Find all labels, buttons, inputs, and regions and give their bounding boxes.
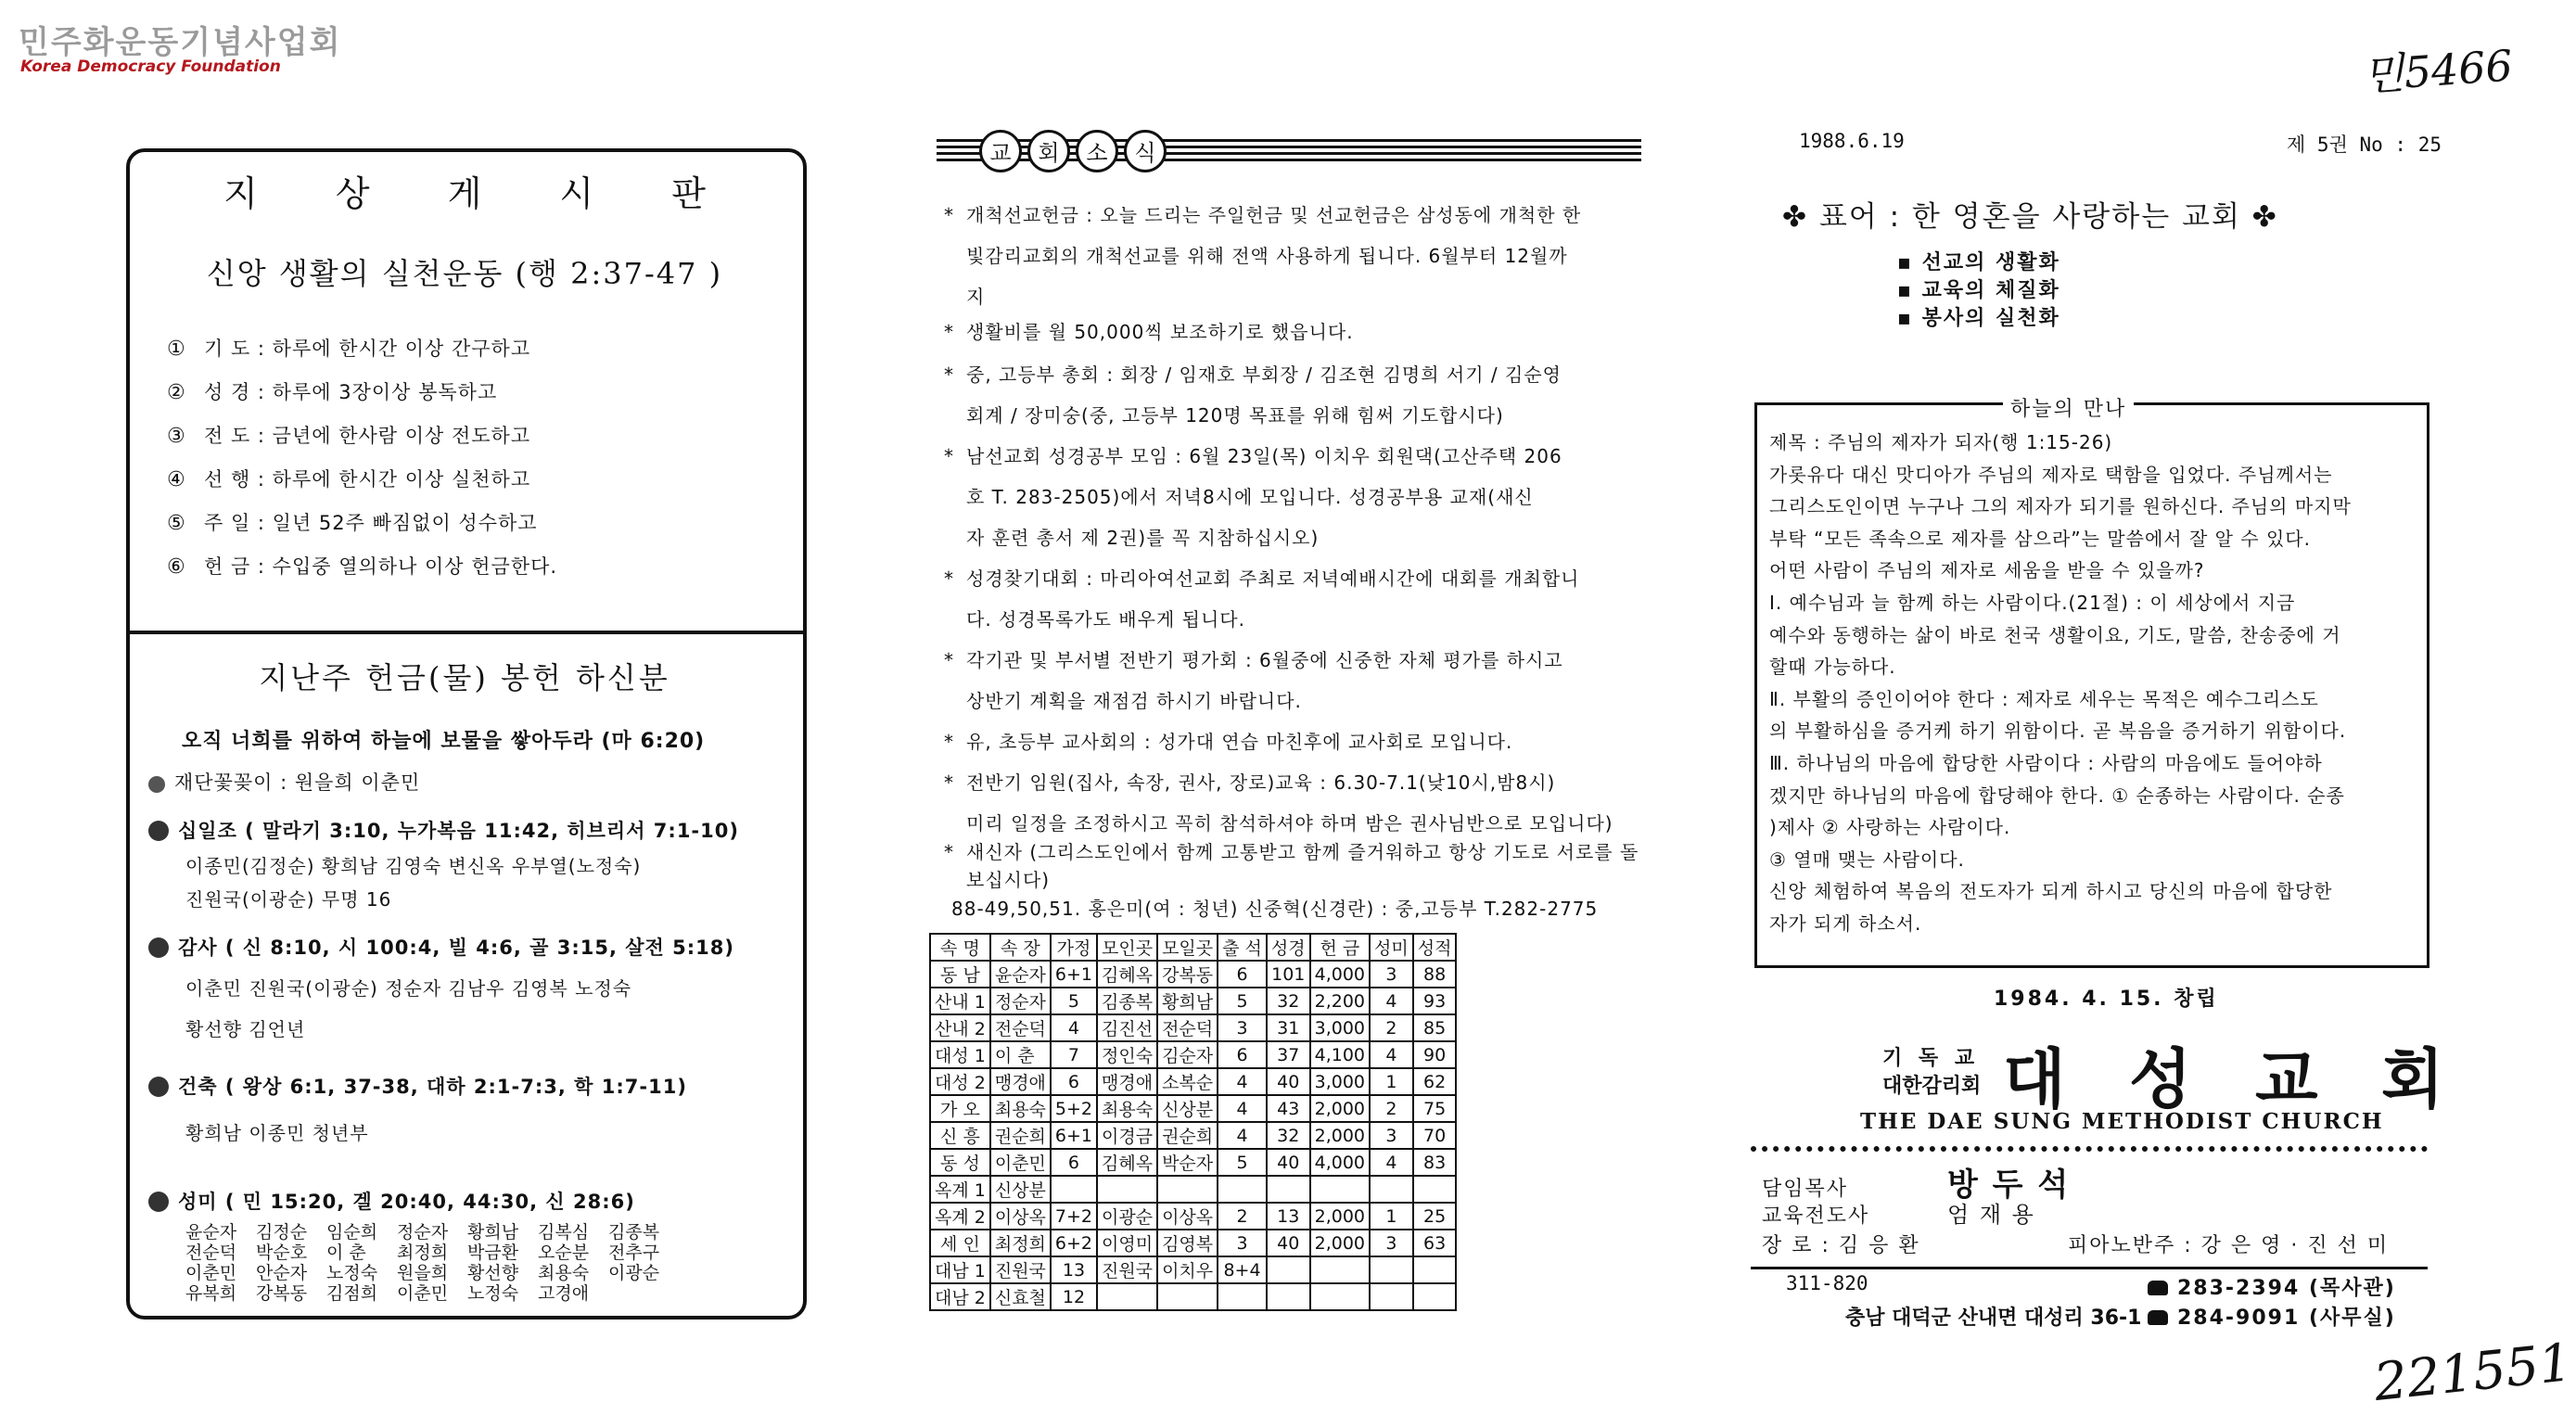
banner-letter: 소 (1076, 130, 1118, 172)
table-cell: 7+2 (1051, 1203, 1097, 1230)
staff-divider (1751, 1267, 2428, 1269)
table-cell: 산내 2 (930, 1014, 990, 1041)
sermon-line: 신앙 체험하여 복음의 전도자가 되게 하시고 당신의 마음에 합당한 (1769, 880, 2333, 903)
table-cell: 2,000 (1310, 1203, 1370, 1230)
table-cell: 6+1 (1051, 1122, 1097, 1149)
table-cell: 3 (1218, 1230, 1267, 1256)
table-cell: 4,000 (1310, 1149, 1370, 1176)
sermon-line: 자가 되게 하소서. (1769, 912, 1922, 935)
table-row (930, 1283, 1456, 1310)
handwritten-archive-number: 221551 (2371, 1332, 2575, 1413)
new-members-line: 88-49,50,51. 홍은미(여 : 청년) 신중혁(신경란) : 중,고등부 T.282-2775 (951, 898, 1599, 920)
table-cell: 3,000 (1310, 1068, 1370, 1095)
table-cell: 3,000 (1310, 1014, 1370, 1041)
sermon-line: 부탁 “모든 족속으로 제자를 삼으라”는 말씀에서 잘 알 수 있다. (1769, 527, 2311, 550)
table-cell (1097, 1283, 1157, 1310)
table-cell: 권순희 (990, 1122, 1051, 1149)
table-cell: 대남 2 (930, 1283, 990, 1310)
bullet-icon (148, 1077, 169, 1097)
table-cell: 2,200 (1310, 988, 1370, 1014)
bullet-icon (148, 821, 169, 841)
table-cell: 옥계 2 (930, 1203, 990, 1230)
table-cell: 2,000 (1310, 1230, 1370, 1256)
bullet-icon (148, 776, 165, 793)
phone-icon (2148, 1310, 2168, 1325)
table-cell: 6+1 (1051, 961, 1097, 988)
table-cell (1097, 1176, 1157, 1203)
phone-office: 284-9091 (사무실) (2148, 1302, 2396, 1331)
banner-letter: 식 (1124, 130, 1167, 172)
table-cell: 김혜옥 (1097, 1149, 1157, 1176)
staff-row: 담임목사 방 두 석 (1762, 1166, 2071, 1204)
tithe-heading: 십일조 ( 말라기 3:10, 누가복음 11:42, 히브리서 7:1-10) (148, 816, 739, 844)
table-cell: 이광순 (1097, 1203, 1157, 1230)
table-cell: 63 (1413, 1230, 1457, 1256)
table-cell: 황희남 (1157, 988, 1218, 1014)
table-cell (1218, 1283, 1267, 1310)
table-row (930, 1256, 1456, 1283)
table-cell: 90 (1413, 1041, 1457, 1068)
table-row (930, 1176, 1456, 1203)
table-cell: 101 (1267, 961, 1310, 988)
table-row (930, 1014, 1456, 1041)
table-cell: 4,000 (1310, 961, 1370, 988)
postal-code: 311-820 (1786, 1272, 1868, 1294)
table-row (930, 1122, 1456, 1149)
table-cell: 강복동 (1157, 961, 1218, 988)
table-cell: 대성 2 (930, 1068, 990, 1095)
table-cell: 2,000 (1310, 1095, 1370, 1122)
table-cell: 김혜옥 (1097, 961, 1157, 988)
column-header: 가정 (1051, 934, 1097, 961)
rice-gift-names: 윤순자 김정순 임순희 정순자 황희남 김복심 김종복 전순덕 박순호 이 춘 최정희 박금환 오순분 전추구 이춘민 안순자 노정숙 원을희 황선향 최용숙 이광순 유복희 강복동 김점희 이춘민 노정숙 고경애 (185, 1222, 660, 1304)
table-cell: 동 성 (930, 1149, 990, 1176)
column-header: 속 장 (990, 934, 1051, 961)
sermon-line: 겠지만 하나님의 마음에 합당해야 한다. ① 순종하는 사람이다. 순종 (1769, 784, 2345, 807)
bullet-icon (148, 937, 169, 958)
column-header: 성미 (1370, 934, 1413, 961)
motto-item: ▪ 교육의 체질화 (1897, 279, 2060, 302)
table-cell: 1 (1370, 1203, 1413, 1230)
table-cell: 43 (1267, 1095, 1310, 1122)
sermon-line: 그리스도인이면 누구나 그의 제자가 되기를 원하신다. 주님의 마지막 (1769, 495, 2352, 518)
rice-gift-heading: 성미 ( 민 15:20, 겔 20:40, 44:30, 신 28:6) (148, 1187, 635, 1215)
bullet-icon (148, 1192, 169, 1212)
table-cell: 4 (1218, 1095, 1267, 1122)
table-cell: 김종복 (1097, 988, 1157, 1014)
table-row (930, 988, 1456, 1014)
sermon-line: 어떤 사람이 주님의 제자로 세움을 받을 수 있을까? (1769, 559, 2205, 582)
tithe-names: 이종민(김정순) 황희남 김영숙 변신옥 우부열(노정숙) (185, 855, 642, 877)
table-cell (1157, 1283, 1218, 1310)
church-name-en: THE DAE SUNG METHODIST CHURCH (1860, 1109, 2384, 1134)
table-cell: 75 (1413, 1095, 1457, 1122)
banner-letter: 회 (1027, 130, 1070, 172)
table-cell: 신 흥 (930, 1122, 990, 1149)
table-cell: 가 오 (930, 1095, 990, 1122)
news-item: * 성경찾기대회 : 마리아여선교회 주최로 저녁예배시간에 대회를 개최합니 다. 성경목록가도 배우게 됩니다. (944, 567, 1580, 631)
table-cell: 6 (1218, 961, 1267, 988)
table-cell: 전순덕 (1157, 1014, 1218, 1041)
table-cell: 85 (1413, 1014, 1457, 1041)
sermon-line: 할때 가능하다. (1769, 656, 1896, 679)
table-cell: 진원국 (990, 1256, 1051, 1283)
church-name: 대 성 교 회 (2003, 1040, 2465, 1117)
sermon-line: )제사 ② 사랑하는 사람이다. (1769, 816, 2011, 839)
bulletin-title: 지 상 게 시 판 (223, 173, 739, 214)
table-cell: 1 (1370, 1068, 1413, 1095)
table-cell (1051, 1176, 1097, 1203)
church-news-banner (937, 130, 1641, 171)
sermon-line: Ⅰ. 예수님과 늘 함께 하는 사람이다.(21절) : 이 세상에서 지금 (1769, 592, 2296, 614)
table-header-row (930, 934, 1456, 961)
rule-item: ② 성 경 : 하루에 3장이상 봉독하고 (167, 381, 498, 404)
table-cell: 5 (1218, 1149, 1267, 1176)
table-cell: 6 (1218, 1041, 1267, 1068)
rule-item: ① 기 도 : 하루에 한시간 이상 간구하고 (167, 338, 531, 361)
rule-item: ④ 선 행 : 하루에 한시간 이상 실천하고 (167, 468, 531, 491)
table-cell: 2,000 (1310, 1122, 1370, 1149)
table-cell: 4 (1218, 1068, 1267, 1095)
table-cell: 맹경애 (990, 1068, 1051, 1095)
denomination-line: 기 독 교 (1882, 1047, 1980, 1070)
table-cell: 권순희 (1157, 1122, 1218, 1149)
sermon-heading: 하늘의 만나 (2003, 393, 2134, 422)
table-cell: 88 (1413, 961, 1457, 988)
banner-letter: 교 (979, 130, 1022, 172)
sermon-line: 예수와 동행하는 삶이 바로 천국 생활이요, 기도, 말씀, 찬송중에 거 (1769, 623, 2341, 646)
news-item: * 새신자 (그리스도인에서 함께 고통받고 함께 즐거워하고 항상 기도로 서로를 돌 보십시다) (944, 841, 1639, 891)
foundation-logo-en: Korea Democracy Foundation (20, 57, 281, 76)
table-cell: 12 (1051, 1283, 1097, 1310)
table-cell: 62 (1413, 1068, 1457, 1095)
table-cell: 최용숙 (990, 1095, 1051, 1122)
thanks-heading: 감사 ( 신 8:10, 시 100:4, 빌 4:6, 골 3:15, 살전 5:18) (148, 933, 734, 961)
table-row (930, 1068, 1456, 1095)
table-cell: 이상옥 (990, 1203, 1051, 1230)
column-header: 모일곳 (1157, 934, 1218, 961)
table-cell: 7 (1051, 1041, 1097, 1068)
table-cell: 신상분 (990, 1176, 1051, 1203)
table-cell (1157, 1176, 1218, 1203)
table-cell: 김영복 (1157, 1230, 1218, 1256)
table-cell: 25 (1413, 1203, 1457, 1230)
table-cell: 6 (1051, 1149, 1097, 1176)
flower-offering: 재단꽃꽂이 : 원을희 이춘민 (148, 768, 420, 796)
table-cell: 2 (1370, 1014, 1413, 1041)
table-cell: 4 (1218, 1122, 1267, 1149)
table-cell: 전순덕 (990, 1014, 1051, 1041)
table-cell: 정순자 (990, 988, 1051, 1014)
table-cell: 32 (1267, 988, 1310, 1014)
motto-item: ▪ 선교의 생활화 (1897, 251, 2060, 274)
phone-icon (2148, 1281, 2168, 1295)
table-cell: 4 (1370, 988, 1413, 1014)
table-cell: 2 (1370, 1095, 1413, 1122)
offering-verse: 오직 너희를 위하여 하늘에 보물을 쌓아두라 (마 6:20) (182, 730, 706, 753)
column-header: 성적 (1413, 934, 1457, 961)
table-cell: 소복순 (1157, 1068, 1218, 1095)
table-cell (1370, 1283, 1413, 1310)
table-cell: 동 남 (930, 961, 990, 988)
table-cell: 옥계 1 (930, 1176, 990, 1203)
table-cell: 신효철 (990, 1283, 1051, 1310)
rule-item: ⑤ 주 일 : 일년 52주 빠짐없이 성수하고 (167, 512, 538, 535)
table-cell (1370, 1256, 1413, 1283)
table-cell: 3 (1370, 1122, 1413, 1149)
table-cell (1218, 1176, 1267, 1203)
rule-item: ⑥ 헌 금 : 수입중 열의하나 이상 헌금한다. (167, 555, 558, 579)
table-cell: 8+4 (1218, 1256, 1267, 1283)
rule-item: ③ 전 도 : 금년에 한사람 이상 전도하고 (167, 425, 531, 448)
table-cell: 대남 1 (930, 1256, 990, 1283)
table-cell (1267, 1283, 1310, 1310)
table-cell: 4,100 (1310, 1041, 1370, 1068)
table-cell: 윤순자 (990, 961, 1051, 988)
sermon-line: 제목 : 주님의 제자가 되자(행 1:15-26) (1769, 431, 2113, 453)
table-cell: 37 (1267, 1041, 1310, 1068)
table-cell: 13 (1051, 1256, 1097, 1283)
table-cell: 이 춘 (990, 1041, 1051, 1068)
table-cell: 4 (1370, 1041, 1413, 1068)
table-cell: 신상분 (1157, 1095, 1218, 1122)
offering-title: 지난주 헌금(물) 봉헌 하신분 (259, 660, 670, 695)
building-heading: 건축 ( 왕상 6:1, 37-38, 대하 2:1-7:3, 학 1:7-11) (148, 1072, 687, 1100)
bulletin-subtitle: 신앙 생활의 실천운동 (행 2:37-47 ) (206, 256, 723, 291)
table-cell: 정인숙 (1097, 1041, 1157, 1068)
thanks-names: 이춘민 진원국(이광순) 정순자 김남우 김영복 노정숙 (185, 977, 632, 1000)
sermon-line: 가롯유다 대신 맛디아가 주님의 제자로 택함을 입었다. 주님께서는 (1769, 463, 2333, 486)
staff-row: 장 로 : 김 응 환 피아노반주 : 강 은 영 · 진 선 미 (1762, 1234, 2390, 1257)
news-item: * 중, 고등부 총회 : 회장 / 임재호 부회장 / 김조현 김명희 서기 / 김순영 회계 / 장미숭(중, 고등부 120명 목표를 위해 힘써 기도합시다) (944, 363, 1562, 427)
table-cell: 4 (1051, 1014, 1097, 1041)
sermon-line: Ⅲ. 하나님의 마음에 합당한 사람이다 : 사람의 마음에도 들어야하 (1769, 752, 2323, 774)
denomination-line: 대한감리회 (1882, 1075, 1982, 1098)
table-cell: 40 (1267, 1149, 1310, 1176)
news-item: * 전반기 임원(집사, 속장, 권사, 장로)교육 : 6.30-7.1(낮10시,밤8시) 미리 일정을 조정하시고 꼭히 참석하셔야 하며 밤은 권사님반으로 모입니다) (944, 771, 1613, 835)
staff-row: 교육전도사 엄 재 용 (1762, 1202, 2035, 1228)
table-cell: 맹경애 (1097, 1068, 1157, 1095)
table-cell: 2 (1218, 1203, 1267, 1230)
sermon-line: Ⅱ. 부활의 증인이어야 한다 : 제자로 세우는 목적은 예수그리스도 (1769, 687, 2319, 710)
column-header: 성경 (1267, 934, 1310, 961)
motto-item: ▪ 봉사의 실천화 (1897, 307, 2060, 330)
table-cell (1310, 1176, 1370, 1203)
column-header: 속 명 (930, 934, 990, 961)
table-cell: 이상옥 (1157, 1203, 1218, 1230)
table-cell: 3 (1370, 1230, 1413, 1256)
table-cell: 83 (1413, 1149, 1457, 1176)
table-cell: 이경금 (1097, 1122, 1157, 1149)
church-address: 충남 대덕군 산내면 대성리 36-1 (1845, 1307, 2142, 1330)
table-cell: 40 (1267, 1230, 1310, 1256)
table-cell: 이치우 (1157, 1256, 1218, 1283)
news-item: * 개척선교헌금 : 오늘 드리는 주일헌금 및 선교헌금은 삼성동에 개척한 한 빛감리교회의 개척선교를 위해 전액 사용하게 됩니다. 6월부터 12월까 지 (944, 204, 1582, 308)
table-cell: 5 (1218, 988, 1267, 1014)
table-cell (1310, 1283, 1370, 1310)
news-item: * 생활비를 월 50,000씩 보조하기로 했읍니다. (944, 321, 1354, 343)
table-cell: 6 (1051, 1068, 1097, 1095)
table-cell (1267, 1176, 1310, 1203)
table-cell: 진원국 (1097, 1256, 1157, 1283)
table-cell: 3 (1370, 961, 1413, 988)
table-cell: 김순자 (1157, 1041, 1218, 1068)
table-cell: 최정희 (990, 1230, 1051, 1256)
news-item: * 각기관 및 부서별 전반기 평가회 : 6월중에 신중한 자체 평가를 하시고 상반기 계획을 재점검 하시기 바랍니다. (944, 649, 1563, 712)
church-motto: ✤ 표어 : 한 영혼을 사랑하는 교회 ✤ (1782, 200, 2278, 234)
table-cell: 대성 1 (930, 1041, 990, 1068)
news-item: * 남선교회 성경공부 모임 : 6월 23일(목) 이치우 회원댁(고산주택 206 호 T. 283-2505)에서 저녁8시에 모입니다. 성경공부용 교재(새신 자 훈련 총서 제 2권)를 꼭 지참하십시오) (944, 445, 1562, 549)
table-cell (1413, 1176, 1457, 1203)
table-row (930, 1149, 1456, 1176)
column-header: 출 석 (1218, 934, 1267, 961)
table-cell (1413, 1256, 1457, 1283)
table-cell: 31 (1267, 1014, 1310, 1041)
tithe-names: 진원국(이광순) 무명 16 (185, 888, 392, 911)
sermon-line: 의 부활하심을 증거케 하기 위함이다. 곧 복음을 증거하기 위함이다. (1769, 720, 2347, 743)
table-cell: 40 (1267, 1068, 1310, 1095)
table-row (930, 1095, 1456, 1122)
table-cell: 박순자 (1157, 1149, 1218, 1176)
table-cell: 4 (1370, 1149, 1413, 1176)
attendance-table (929, 933, 1457, 1311)
table-cell: 5 (1051, 988, 1097, 1014)
table-cell: 3 (1218, 1014, 1267, 1041)
table-cell: 93 (1413, 988, 1457, 1014)
phone-manse: 283-2394 (목사관) (2148, 1272, 2396, 1301)
founding-date: 1984. 4. 15. 창립 (1994, 988, 2219, 1011)
table-cell (1310, 1256, 1370, 1283)
table-cell: 70 (1413, 1122, 1457, 1149)
bulletin-divider (126, 631, 803, 634)
table-row (930, 961, 1456, 988)
table-cell: 산내 1 (930, 988, 990, 1014)
table-cell: 김진선 (1097, 1014, 1157, 1041)
column-header: 헌 금 (1310, 934, 1370, 961)
news-item: * 유, 초등부 교사회의 : 성가대 연습 마친후에 교사회로 모입니다. (944, 731, 1513, 753)
dotted-divider (1751, 1146, 2428, 1152)
table-cell: 최용숙 (1097, 1095, 1157, 1122)
issue-date: 1988.6.19 (1799, 130, 1905, 152)
table-row (930, 1230, 1456, 1256)
table-cell: 13 (1267, 1203, 1310, 1230)
sermon-line: ③ 열매 맺는 사람이다. (1769, 848, 1965, 871)
handwritten-archive-code: 민5466 (2361, 40, 2515, 101)
thanks-names: 황선향 김언년 (185, 1018, 306, 1040)
table-cell: 6+2 (1051, 1230, 1097, 1256)
column-header: 모인곳 (1097, 934, 1157, 961)
table-cell: 32 (1267, 1122, 1310, 1149)
table-cell: 이영미 (1097, 1230, 1157, 1256)
table-cell: 이춘민 (990, 1149, 1051, 1176)
table-row (930, 1203, 1456, 1230)
table-cell (1370, 1176, 1413, 1203)
table-row (930, 1041, 1456, 1068)
table-cell (1413, 1283, 1457, 1310)
issue-volume: 제 5권 No : 25 (2287, 134, 2442, 156)
table-cell: 세 인 (930, 1230, 990, 1256)
table-cell: 5+2 (1051, 1095, 1097, 1122)
table-cell (1267, 1256, 1310, 1283)
building-names: 황희남 이종민 청년부 (185, 1122, 369, 1144)
foundation-logo-ko: 민주화운동기념사업회 (19, 24, 342, 61)
